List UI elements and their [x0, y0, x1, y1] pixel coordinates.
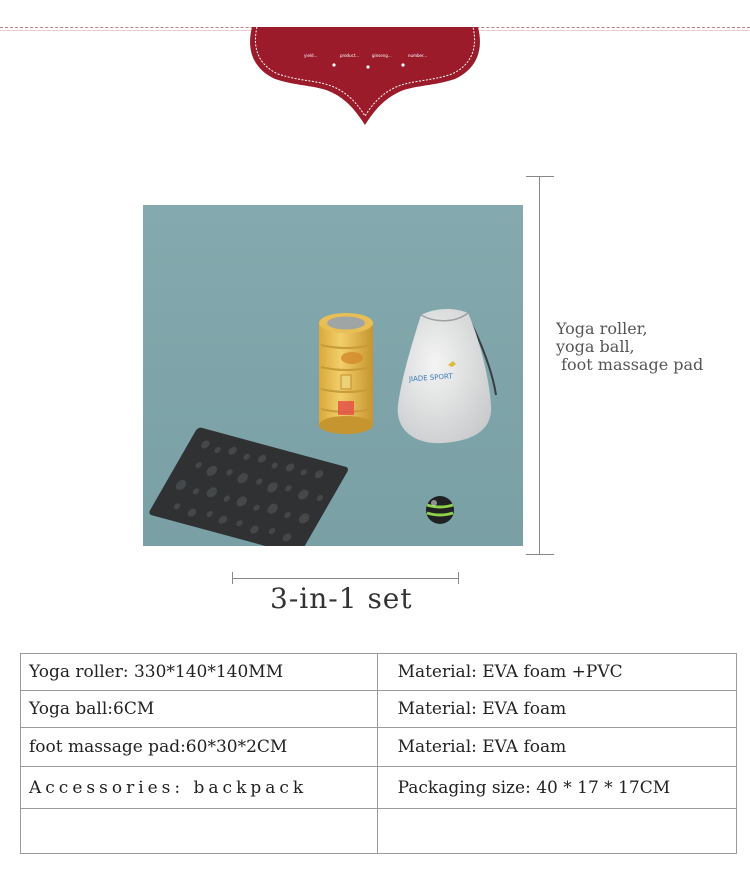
spec-cell: Material: EVA foam [377, 691, 736, 728]
width-dimension-cap-right [458, 572, 459, 584]
table-row [21, 809, 737, 854]
spec-cell [21, 809, 378, 854]
yoga-ball [426, 496, 454, 524]
height-dimension-line [539, 176, 540, 555]
banner-word-1: yield... [304, 53, 318, 58]
spec-cell: Material: EVA foam +PVC [377, 654, 736, 691]
product-illustration [143, 205, 523, 546]
spec-cell: Packaging size: 40 * 17 * 17CM [377, 767, 736, 809]
width-dimension-line [232, 578, 458, 579]
set-label: 3-in-1 set [270, 582, 413, 615]
table-row [21, 691, 737, 728]
spec-cell [377, 809, 736, 854]
product-photo [143, 205, 523, 546]
table-row [21, 654, 737, 691]
height-dimension-cap-bottom [526, 554, 554, 555]
spec-cell: Yoga ball:6CM [21, 691, 378, 728]
table-row [21, 728, 737, 767]
header-banner [240, 27, 490, 127]
spec-cell: Material: EVA foam [377, 728, 736, 767]
height-dimension-cap-top [526, 176, 554, 177]
bag-brand-text: JIADE SPORT [408, 372, 453, 384]
table-row [21, 767, 737, 809]
spec-cell: foot massage pad:60*30*2CM [21, 728, 378, 767]
width-dimension-cap-left [232, 572, 233, 584]
banner-shape [240, 27, 490, 127]
spec-cell: Accessories: backpack [21, 767, 378, 809]
banner-word-4: number... [408, 53, 428, 58]
yoga-roller [319, 313, 373, 434]
banner-word-3: ginseng... [372, 53, 392, 58]
banner-word-2: product... [340, 53, 360, 58]
spec-table [20, 653, 737, 854]
dimension-label: Yoga roller, yoga ball, foot massage pad [556, 319, 704, 374]
spec-cell: Yoga roller: 330*140*140MM [21, 654, 378, 691]
